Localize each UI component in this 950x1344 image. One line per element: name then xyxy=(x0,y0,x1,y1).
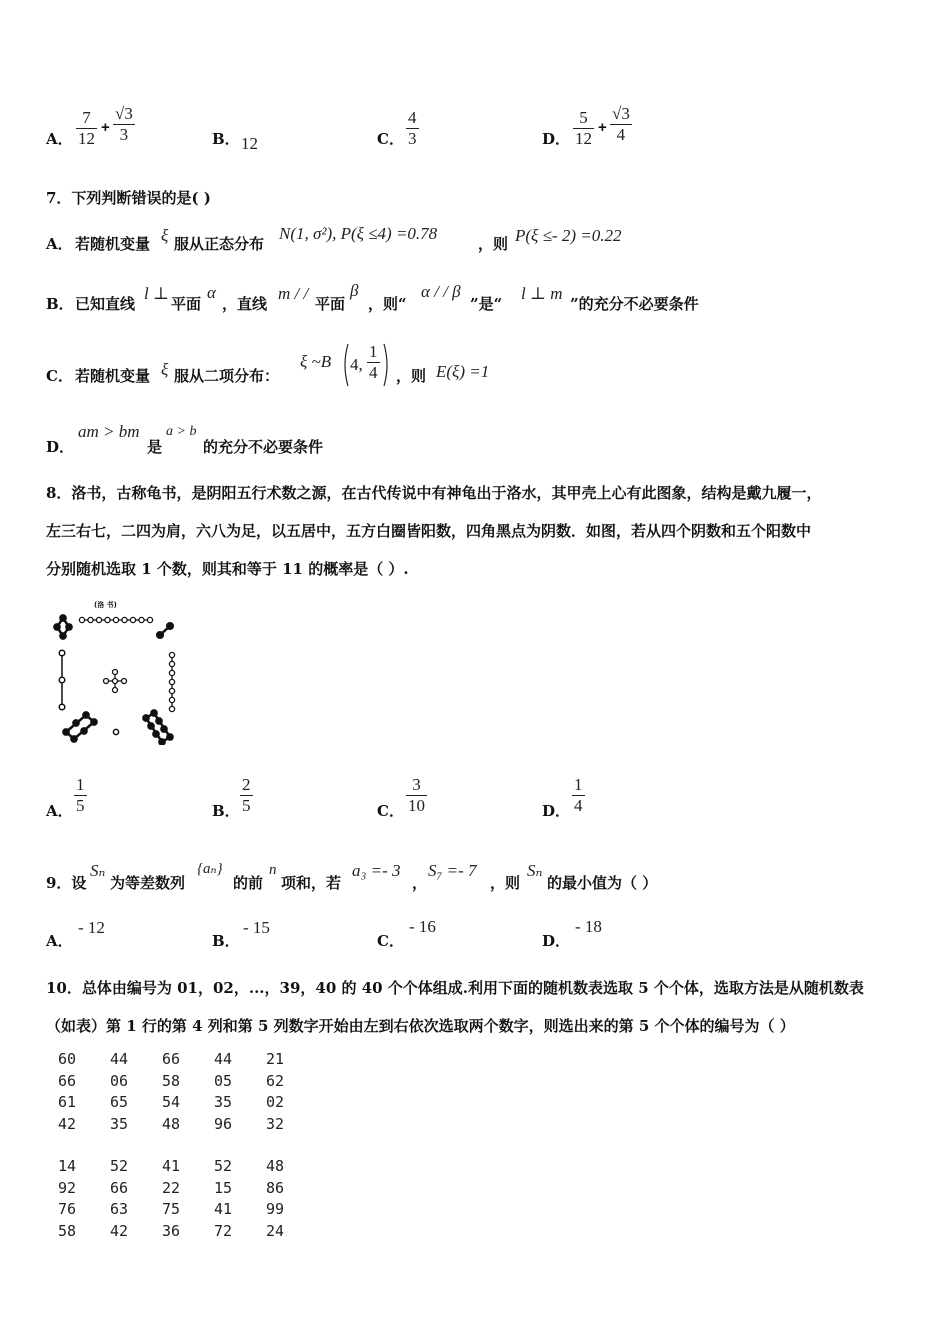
q7-d-text1: 是 xyxy=(147,438,163,456)
q7-b-text5: ，则“ xyxy=(368,295,407,313)
table-cell: 22 xyxy=(162,1178,181,1197)
luoshu-nine xyxy=(79,617,152,622)
q7-a-math1: N(1, σ²), P(ξ ≤4) =0.78 xyxy=(279,224,438,243)
q7-c-paren xyxy=(341,342,391,388)
table-cell: 32 xyxy=(266,1114,285,1133)
q7-a-text1: 若随机变量 xyxy=(75,235,151,253)
q8-option-b-label: B． xyxy=(212,802,240,820)
q7-d-math1: am > bm xyxy=(78,422,140,441)
q7-b-text6: ”是“ xyxy=(470,295,503,313)
q7-b-math3: m / / xyxy=(278,284,309,303)
q7-d-math2: a > b xyxy=(166,424,197,439)
q7-b-math4: β xyxy=(350,281,359,300)
q7-b-math5: α / / β xyxy=(421,282,461,301)
q9-n: n xyxy=(269,862,277,878)
q6-option-b-label: B． xyxy=(212,130,240,148)
q8-a-den: 5 xyxy=(76,796,85,815)
q7-b-text3: ，直线 xyxy=(222,295,268,313)
q6-d-num1: 5 xyxy=(579,108,588,127)
q9-option-b-label: B． xyxy=(212,932,240,950)
table-cell: 76 xyxy=(58,1200,77,1218)
table-cell: 24 xyxy=(266,1221,285,1240)
table-cell: 54 xyxy=(162,1093,181,1111)
q6-a-den1: 12 xyxy=(78,129,95,148)
table-cell: 66 xyxy=(58,1071,77,1090)
table-cell: 58 xyxy=(162,1071,181,1090)
table-row xyxy=(58,1050,318,1072)
q7-c-math1: ξ ~B xyxy=(300,352,332,371)
luoshu-two xyxy=(157,623,173,638)
q9-text4: 项和，若 xyxy=(281,874,342,892)
q8-a-fraction xyxy=(74,775,87,816)
table-cell: 41 xyxy=(162,1157,181,1175)
table-cell: 99 xyxy=(266,1200,285,1218)
table-cell: 60 xyxy=(58,1050,77,1068)
q9-option-a-label: A． xyxy=(46,932,73,950)
table-cell: 35 xyxy=(110,1114,129,1133)
q6-a-plus: + xyxy=(101,119,110,136)
q8-c-num: 3 xyxy=(412,775,421,794)
q6-option-a-label: A． xyxy=(46,130,73,148)
q7-option-a-label: A． xyxy=(46,235,73,253)
table-cell: 96 xyxy=(214,1114,233,1133)
q8-option-a-label: A． xyxy=(46,802,73,820)
table-cell: 06 xyxy=(110,1071,129,1090)
luoshu-five xyxy=(104,670,127,693)
q7-b-math2: α xyxy=(207,283,216,302)
table-cell: 44 xyxy=(110,1050,129,1068)
q6-option-c-label: C． xyxy=(377,130,404,148)
table-cell: 02 xyxy=(266,1093,285,1111)
q7-a-text3: ，则 xyxy=(478,235,509,253)
q7-a-text2: 服从正态分布 xyxy=(174,235,265,253)
q8-line-1: 8．洛书，古称龟书，是阴阳五行术数之源，在古代传说中有神龟出于洛水，其甲壳上心有此图象，结构是戴九履一， xyxy=(46,484,822,502)
q7-stem: 7．下列判断错误的是( ) xyxy=(46,189,211,207)
luoshu-eight xyxy=(143,710,172,744)
q7-a-xi: ξ xyxy=(161,226,169,245)
luoshu-caption: (洛 书) xyxy=(94,601,117,609)
q7-c-den: 4 xyxy=(369,363,378,382)
q7-c-xi: ξ xyxy=(161,360,169,379)
q9-sn-2: Sₙ xyxy=(527,861,543,880)
table-cell: 86 xyxy=(266,1178,285,1197)
table-row xyxy=(58,1179,318,1201)
table-cell: 58 xyxy=(58,1221,77,1240)
q6-d-fraction-1 xyxy=(573,108,594,149)
q9-option-c-label: C． xyxy=(377,932,404,950)
q8-line-2: 左三右七，二四为肩，六八为足，以五居中，五方白圈皆阳数，四角黑点为阴数．如图，若从四个阴数和五个阳数中 xyxy=(46,522,812,540)
q7-c-fraction xyxy=(367,342,380,383)
q8-d-den: 4 xyxy=(574,796,583,815)
luoshu-four xyxy=(54,615,71,638)
table-row xyxy=(58,1200,318,1222)
q9-text3: 的前 xyxy=(233,874,264,892)
q9-text5: ， xyxy=(412,874,428,892)
table-cell: 63 xyxy=(110,1200,129,1218)
luoshu-three xyxy=(59,650,65,710)
random-table-bottom-block xyxy=(58,1157,318,1243)
luoshu-diagram xyxy=(46,605,186,745)
table-cell: 14 xyxy=(58,1157,77,1175)
q6-d-den2: 4 xyxy=(616,125,626,144)
table-cell: 15 xyxy=(214,1178,233,1197)
q7-b-text1: 已知直线 xyxy=(75,295,136,313)
q8-d-fraction xyxy=(572,775,585,816)
q7-a-math2: P(ξ ≤- 2) =0.22 xyxy=(515,226,622,245)
q7-c-num: 1 xyxy=(369,342,378,361)
q6-a-fraction-2 xyxy=(113,104,135,145)
q9-option-d-value: - 18 xyxy=(575,917,602,936)
q6-c-den: 3 xyxy=(408,129,417,148)
q9-option-d-label: D． xyxy=(542,932,571,950)
table-cell: 52 xyxy=(214,1157,233,1175)
table-cell: 62 xyxy=(266,1071,285,1090)
table-cell: 92 xyxy=(58,1178,77,1197)
q6-option-b-value: 12 xyxy=(241,134,258,153)
q7-b-math6: l ⊥ m xyxy=(521,284,563,303)
random-table-top-block xyxy=(58,1050,318,1136)
q6-c-num: 4 xyxy=(408,108,417,127)
luoshu-seven xyxy=(169,652,174,711)
q10-line-2: （如表）第 1 行的第 4 列和第 5 列数字开始由左到右依次选取两个数字，则选出来的第 5 个个体的编号为（ ） xyxy=(46,1017,795,1035)
table-cell: 48 xyxy=(162,1114,181,1133)
q7-b-text4: 平面 xyxy=(315,295,346,313)
q7-c-four: 4, xyxy=(350,355,363,374)
q8-option-c-label: C． xyxy=(377,802,404,820)
q7-option-d-label: D． xyxy=(46,438,75,456)
q7-option-b-label: B． xyxy=(46,295,74,313)
q7-c-text1: 若随机变量 xyxy=(75,367,151,385)
q9-option-a-value: - 12 xyxy=(78,918,105,937)
q7-d-text2: 的充分不必要条件 xyxy=(203,438,324,456)
q6-a-num2: √3 xyxy=(115,104,133,123)
q9-text2: 为等差数列 xyxy=(110,874,186,892)
table-row xyxy=(58,1093,318,1115)
q8-option-d-label: D． xyxy=(542,802,571,820)
luoshu-six xyxy=(63,712,96,741)
table-row xyxy=(58,1115,318,1137)
q7-c-math2: E(ξ) =1 xyxy=(436,362,490,381)
table-cell: 42 xyxy=(110,1221,129,1240)
q9-an: {aₙ} xyxy=(197,861,223,877)
table-cell: 72 xyxy=(214,1221,233,1240)
q7-b-text7: ”的充分不必要条件 xyxy=(570,295,699,313)
q9-sn: Sₙ xyxy=(90,861,106,880)
table-cell: 65 xyxy=(110,1093,129,1111)
table-cell: 21 xyxy=(266,1050,285,1068)
q6-option-d-label: D． xyxy=(542,130,571,148)
luoshu-one xyxy=(113,729,118,734)
q7-b-text2: 平面 xyxy=(171,295,202,313)
table-cell: 52 xyxy=(110,1157,129,1175)
table-cell: 35 xyxy=(214,1093,233,1111)
table-cell: 44 xyxy=(214,1050,233,1068)
q9-s7-condition: S₇ =- 7 xyxy=(428,861,477,880)
q6-d-plus: + xyxy=(598,119,607,136)
q10-line-1: 10．总体由编号为 01，02，...，39，40 的 40 个个体组成.利用下面的随机数表选取 5 个个体，选取方法是从随机数表 xyxy=(46,979,864,997)
q9-option-c-value: - 16 xyxy=(409,917,436,936)
q6-d-fraction-2 xyxy=(610,104,632,145)
q9-text6: ，则 xyxy=(490,874,521,892)
table-cell: 66 xyxy=(162,1050,181,1068)
q8-c-den: 10 xyxy=(408,796,425,815)
table-cell: 42 xyxy=(58,1114,77,1133)
q6-d-num2: √3 xyxy=(612,104,630,123)
table-cell: 41 xyxy=(214,1200,233,1218)
q8-b-num: 2 xyxy=(242,775,251,794)
table-cell: 48 xyxy=(266,1157,285,1175)
q9-text7: 的最小值为（ ） xyxy=(547,874,658,892)
table-cell: 36 xyxy=(162,1221,181,1240)
q7-c-text2: 服从二项分布： xyxy=(174,367,280,385)
random-number-table xyxy=(58,1050,318,1243)
q7-option-c-label: C． xyxy=(46,367,73,385)
q6-a-den2: 3 xyxy=(119,125,129,144)
table-row xyxy=(58,1072,318,1094)
q9-text1: 9．设 xyxy=(46,874,87,892)
table-cell: 66 xyxy=(110,1178,129,1197)
q7-c-text3: ，则 xyxy=(396,367,427,385)
table-cell: 75 xyxy=(162,1200,181,1218)
q8-b-fraction xyxy=(240,775,253,816)
table-cell: 61 xyxy=(58,1093,77,1111)
q8-d-num: 1 xyxy=(574,775,583,794)
table-cell: 05 xyxy=(214,1071,233,1090)
q8-line-3: 分别随机选取 1 个数，则其和等于 11 的概率是（ ）. xyxy=(46,560,409,578)
q8-a-num: 1 xyxy=(76,775,85,794)
q7-b-math1: l ⊥ xyxy=(144,284,169,303)
q6-c-fraction xyxy=(406,108,419,149)
q8-c-fraction xyxy=(406,775,427,816)
q8-b-den: 5 xyxy=(242,796,251,815)
q6-a-fraction-1 xyxy=(76,108,97,149)
table-row xyxy=(58,1222,318,1244)
q9-option-b-value: - 15 xyxy=(243,918,270,937)
q6-a-num1: 7 xyxy=(82,108,91,127)
table-row xyxy=(58,1157,318,1179)
q9-a3-condition: a₃ =- 3 xyxy=(352,861,401,880)
q6-d-den1: 12 xyxy=(575,129,592,148)
